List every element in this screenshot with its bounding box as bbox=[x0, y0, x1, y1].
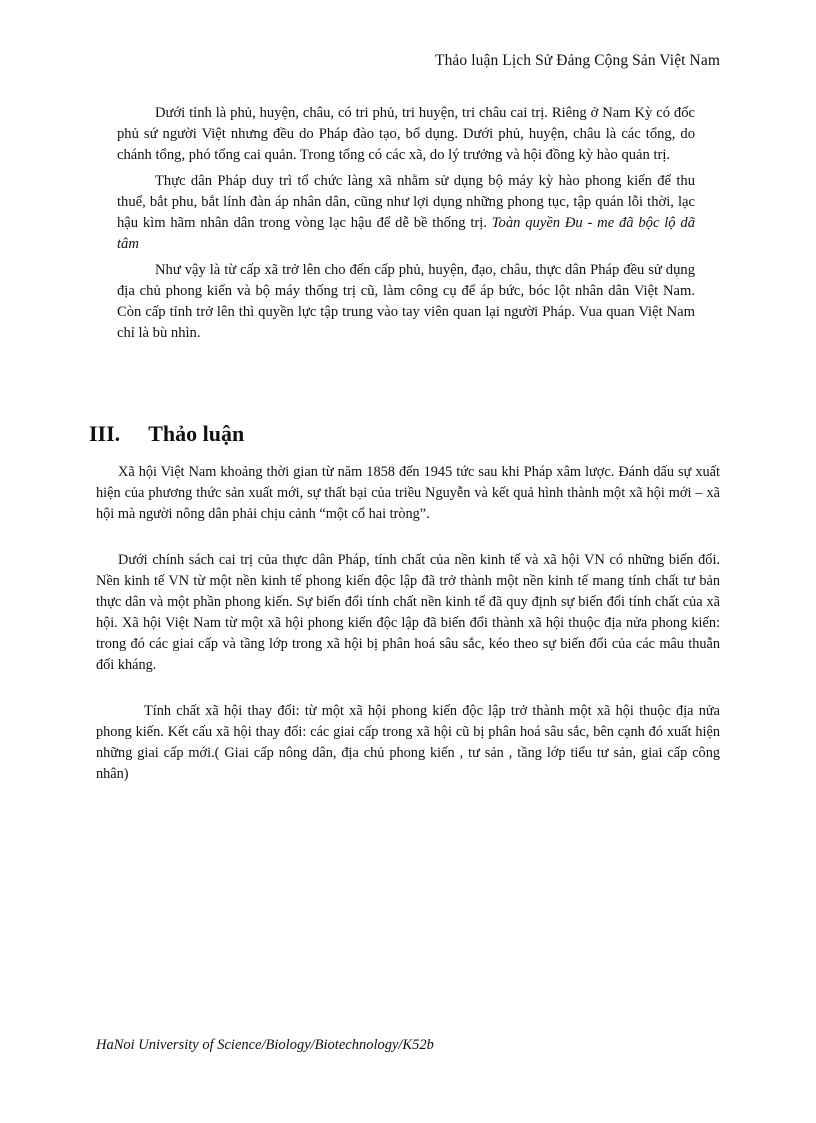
paragraph-village-system bbox=[117, 171, 695, 255]
paragraph-village-system-text: Thực dân Pháp duy trì tổ chức làng xã nhằm sử dụng bộ máy kỳ hào phong kiến để thu thuế, bắt phu, bắt lính đàn áp nhân dân, cũng như lợi dụng những phong tục, tập quán lỗi thời, lạc hậu kìm hãm nhân dân trong vòng lạc hậu để dễ bề thống trị. bbox=[117, 173, 695, 231]
paragraph-village-system-italic: Toàn quyền Đu - me đã bộc lộ dã tâm bbox=[117, 215, 695, 252]
upper-text-section bbox=[117, 103, 695, 354]
discussion-paragraph-3: Tính chất xã hội thay đổi: từ một xã hội phong kiến độc lập trở thành một xã hội thuộc địa nửa phong kiến. Kết cấu xã hội thay đổi: các giai cấp trong xã hội cũ bị phân hoá sâu sắc, bên cạnh đó xuất hiện những giai cấp mới.( Giai cấp nông dân, địa chủ phong kiến , tư sản , tầng lớp tiểu tư sản, giai cấp công nhân) bbox=[96, 703, 720, 782]
paragraph-summary: Như vậy là từ cấp xã trở lên cho đến cấp phủ, huyện, đạo, châu, thực dân Pháp đều sử dụng địa chủ phong kiến và bộ máy thống trị cũ, làm công cụ để áp bức, bóc lột nhân dân Việt Nam. Còn cấp tỉnh trở lên thì quyền lực tập trung vào tay viên quan lại người Pháp. Vua quan Việt Nam chỉ là bù nhìn. bbox=[117, 262, 695, 341]
page-header-title: Thảo luận Lịch Sử Đảng Cộng Sản Việt Nam bbox=[435, 52, 720, 69]
page-footer: HaNoi University of Science/Biology/Biotechnology/K52b bbox=[96, 1037, 434, 1053]
section-heading bbox=[89, 421, 244, 447]
section-number: III. bbox=[89, 421, 121, 446]
discussion-paragraph-2: Dưới chính sách cai trị của thực dân Pháp, tính chất của nền kinh tế và xã hội VN có những biến đổi. Nền kinh tế VN từ một nền kinh tế phong kiến độc lập đã trở thành một nền kinh tế mang tính chất tư bản thực dân và một phần phong kiến. Sự biến đổi tính chất nền kinh tế đã quy định sự biến đổi tính chất của xã hội. Xã hội Việt Nam từ một xã hội phong kiến độc lập đã biến đổi thành xã hội thuộc địa nửa phong kiến: trong đó các giai cấp và tầng lớp trong xã hội bị phân hoá sâu sắc, kéo theo sự biến đổi của các mâu thuẫn đối kháng. bbox=[96, 552, 720, 673]
section-title: Thảo luận bbox=[148, 421, 245, 446]
discussion-section bbox=[96, 462, 720, 810]
discussion-paragraph-1: Xã hội Việt Nam khoảng thời gian từ năm 1858 đến 1945 tức sau khi Pháp xâm lược. Đánh dấu sự xuất hiện của phương thức sản xuất mới, sự thất bại của triều Nguyễn và kết quả hình thành một xã hội mới – xã hội mà người nông dân phải chịu cảnh “một cổ hai tròng”. bbox=[96, 464, 720, 522]
paragraph-administration: Dưới tỉnh là phủ, huyện, châu, có tri phủ, tri huyện, tri châu cai trị. Riêng ở Nam Kỳ có đốc phủ sứ người Việt nhưng đều do Pháp đào tạo, bổ dụng. Dưới phủ, huyện, châu là các tổng, do chánh tổng, phó tổng cai quản. Trong tổng có các xã, do lý trưởng và hội đồng kỳ hào quản trị. bbox=[117, 105, 695, 163]
